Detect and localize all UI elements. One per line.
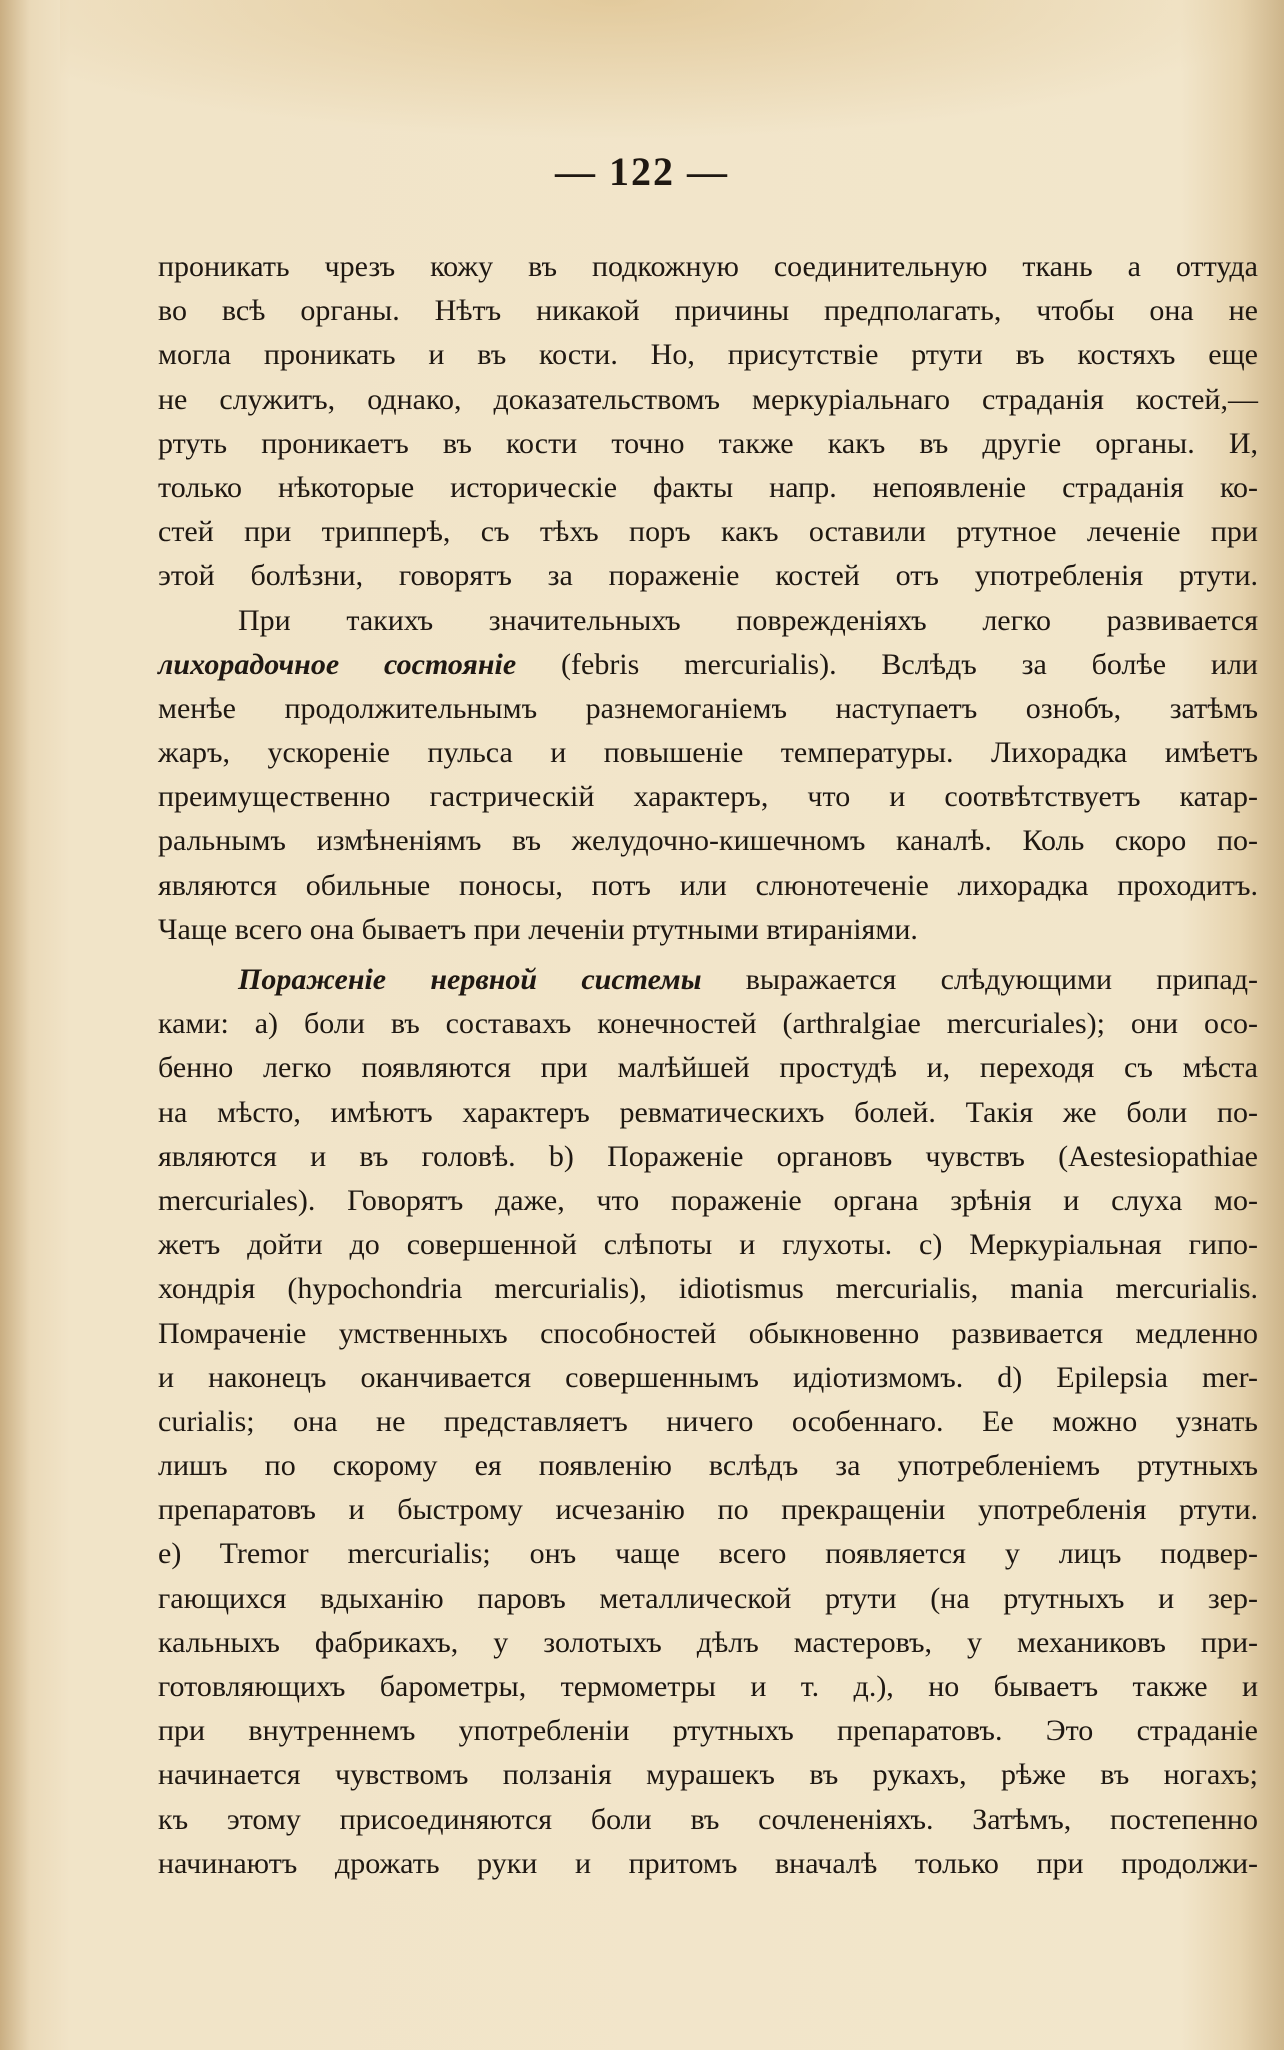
text-line: жаръ, ускореніе пульса и повышеніе температуры. Лихорадка имѣетъ [158, 736, 1258, 770]
text-line: не служитъ, однако, доказательствомъ меркуріальнаго страданія костей,— [158, 382, 1258, 416]
italic-term: Пораженіе нервной системы [238, 963, 702, 996]
text-line: являются и въ головѣ. b) Пораженіе органовъ чувствъ (Aestesiopathiae [158, 1139, 1258, 1173]
text-line: При такихъ значительныхъ поврежденіяхъ легко развивается [238, 603, 1258, 637]
text-line: хондрія (hypochondria mercurialis), idiotismus mercurialis, mania mercurialis. [158, 1272, 1258, 1306]
text-line-with-italic: Пораженіе нервной системы выражается слѣдующими припад- [238, 963, 1259, 996]
page-number: — 122 — [555, 149, 729, 194]
text-line: e) Tremor mercurialis; онъ чаще всего появляется у лицъ подвер- [158, 1537, 1258, 1571]
text-line: этой болѣзни, говорятъ за пораженіе костей отъ употребленія ртути. [158, 559, 1258, 593]
text-line: начинаютъ дрожать руки и притомъ вначалѣ только при продолжи- [158, 1846, 1258, 1880]
text-line-with-italic: лихорадочное состояніе (febris mercurialis). Вслѣдъ за болѣе или [158, 647, 1258, 681]
text-line: лишъ по скорому ея появленію вслѣдъ за употребленіемъ ртутныхъ [158, 1449, 1258, 1483]
text-line: ральнымъ измѣненіямъ въ желудочно-кишечномъ каналѣ. Коль скоро по- [158, 824, 1258, 858]
body-text [158, 245, 1258, 1886]
text-line: готовляющихъ барометры, термометры и т. д.), но бываетъ также и [158, 1670, 1258, 1703]
text-line: менѣе продолжительнымъ разнемоганіемъ наступаетъ ознобъ, затѣмъ [158, 691, 1258, 725]
text-line: при внутреннемъ употребленіи ртутныхъ препаратовъ. Это страданіе [158, 1714, 1258, 1748]
text-line: mercuriales). Говорятъ даже, что пораженіе органа зрѣнія и слуха мо- [158, 1183, 1258, 1217]
text-line: ками: a) боли въ составахъ конечностей (arthralgiae mercuriales); они осо- [158, 1007, 1258, 1041]
text-line: и наконецъ оканчивается совершеннымъ идіотизмомъ. d) Epilepsia mer- [158, 1360, 1258, 1394]
text-line: кальныхъ фабрикахъ, у золотыхъ дѣлъ мастеровъ, у механиковъ при- [158, 1625, 1258, 1659]
text-line: на мѣсто, имѣютъ характеръ ревматическихъ болей. Такія же боли по- [158, 1095, 1258, 1129]
italic-term: лихорадочное состояніе [158, 647, 517, 681]
text-line: могла проникать и въ кости. Но, присутствіе ртути въ костяхъ еще [158, 338, 1258, 372]
text-line: къ этому присоединяются боли въ сочлененіяхъ. Затѣмъ, постепенно [158, 1802, 1258, 1836]
text-line: проникать чрезъ кожу въ подкожную соединительную ткань а оттуда [158, 250, 1258, 283]
text-line: бенно легко появляются при малѣйшей простудѣ и, переходя съ мѣста [158, 1051, 1258, 1085]
text-line: во всѣ органы. Нѣтъ никакой причины предполагать, чтобы она не [158, 294, 1258, 328]
text-line: жетъ дойти до совершенной слѣпоты и глухоты. c) Меркуріальная гипо- [158, 1228, 1258, 1262]
text-line: являются обильные поносы, потъ или слюнотеченіе лихорадка проходитъ. [158, 868, 1258, 902]
water-stain [60, 0, 1284, 140]
text-line: Помраченіе умственныхъ способностей обыкновенно развивается медленно [158, 1316, 1258, 1350]
text-line: ртуть проникаетъ въ кости точно также какъ въ другіе органы. И, [158, 426, 1258, 460]
text-line: curialis; она не представляетъ ничего особеннаго. Ее можно узнать [158, 1404, 1258, 1438]
text-line: гающихся вдыханію паровъ металлической ртути (на ртутныхъ и зер- [158, 1581, 1258, 1615]
text-line: стей при трипперѣ, съ тѣхъ поръ какъ оставили ртутное леченіе при [158, 515, 1258, 549]
text-line: преимущественно гастрическій характеръ, что и соотвѣтствуетъ катар- [158, 780, 1258, 814]
text-line: начинается чувствомъ ползанія мурашекъ въ рукахъ, рѣже въ ногахъ; [158, 1758, 1258, 1792]
text-line: только нѣкоторые историческіе факты напр. непоявленіе страданія ко- [158, 470, 1258, 504]
text-line: препаратовъ и быстрому исчезанію по прекращеніи употребленія ртути. [158, 1493, 1258, 1527]
text-line: Чаще всего она бываетъ при леченіи ртутными втираніями. [158, 912, 918, 946]
